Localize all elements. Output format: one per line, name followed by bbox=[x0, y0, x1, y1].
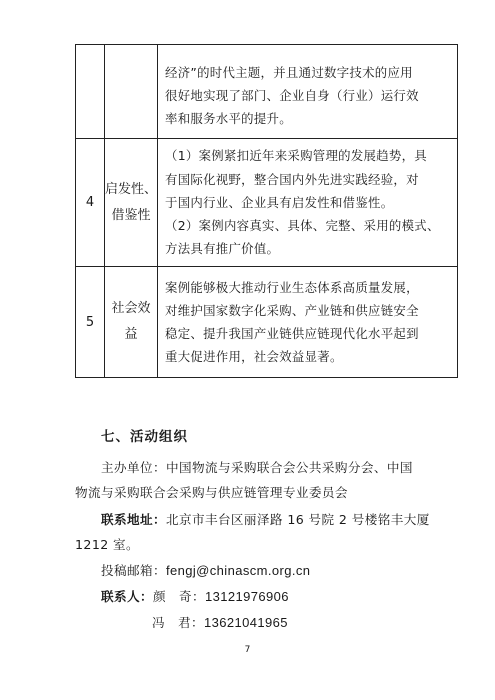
category-line: 启发性、 bbox=[105, 181, 158, 197]
description-line: 很好地实现了部门、企业自身（行业）运行效 bbox=[165, 88, 419, 104]
row-number bbox=[76, 45, 105, 139]
contact-phone: 13121976906 bbox=[204, 589, 289, 604]
description-line: 有国际化视野，整合国内外先进实践经验，对 bbox=[165, 171, 419, 187]
organizer-paragraph bbox=[75, 455, 465, 505]
contact-phone: 13621041965 bbox=[203, 615, 288, 630]
table-row bbox=[76, 139, 458, 267]
description-line: 于国内行业、企业具有启发性和借鉴性。 bbox=[165, 194, 394, 210]
description-line: 经济”的时代主题，并且通过数字技术的应用 bbox=[165, 65, 413, 80]
description-line: 对维护国家数字化采购、产业链和供应链安全 bbox=[165, 302, 419, 318]
row-category bbox=[105, 139, 158, 267]
description-line: （2）案例内容真实、具体、完整、采用的模式、 bbox=[165, 218, 440, 234]
description-line: 重大促进作用，社会效益显著。 bbox=[165, 349, 343, 365]
category-line: 益 bbox=[124, 327, 138, 342]
address-label: 联系地址： bbox=[101, 512, 166, 527]
email-label: 投稿邮箱： bbox=[101, 563, 166, 578]
row-category bbox=[105, 267, 158, 378]
email-link[interactable]: fengj@chinascm.org.cn bbox=[165, 563, 311, 578]
address-paragraph bbox=[75, 507, 465, 557]
organizer-text: 中国物流与采购联合会公共采购分会、中国 bbox=[165, 460, 413, 475]
row-number: 4 bbox=[76, 139, 105, 267]
contact-name: 颜 奇： bbox=[152, 589, 205, 604]
address-line bbox=[75, 507, 465, 532]
contact-line bbox=[101, 584, 491, 609]
evaluation-criteria-table bbox=[75, 44, 458, 378]
category-line: 借鉴性 bbox=[111, 207, 151, 223]
contact-line bbox=[152, 610, 495, 635]
contact-name: 冯 君： bbox=[152, 615, 204, 630]
description-line: 方法具有推广价值。 bbox=[165, 241, 280, 257]
row-number: 5 bbox=[76, 267, 105, 378]
email-line bbox=[101, 558, 491, 583]
description-line: 案例能够极大推动行业生态体系高质量发展， bbox=[165, 279, 419, 295]
description-line: 稳定、提升我国产业链供应链现代化水平起到 bbox=[165, 326, 419, 341]
address-line: 1212 室。 bbox=[75, 537, 140, 552]
section-heading: 七、活动组织 bbox=[101, 429, 188, 445]
page-number: 7 bbox=[244, 645, 251, 655]
organizer-label: 主办单位： bbox=[101, 460, 166, 475]
organizer-line: 物流与采购联合会采购与供应链管理专业委员会 bbox=[75, 485, 348, 500]
row-description bbox=[158, 267, 458, 378]
row-description bbox=[158, 45, 458, 139]
description-line: （1）案例紧扣近年来采购管理的发展趋势，具 bbox=[165, 148, 427, 164]
row-description bbox=[158, 139, 458, 267]
row-category bbox=[105, 45, 158, 139]
category-line: 社会效 bbox=[111, 301, 151, 316]
table-row bbox=[76, 45, 458, 139]
contact-label: 联系人： bbox=[101, 589, 153, 604]
description-line: 率和服务水平的提升。 bbox=[165, 111, 292, 127]
organizer-line bbox=[75, 455, 465, 480]
table-row bbox=[76, 267, 458, 378]
address-text: 北京市丰台区丽泽路 16 号院 2 号楼铭丰大厦 bbox=[165, 512, 430, 527]
